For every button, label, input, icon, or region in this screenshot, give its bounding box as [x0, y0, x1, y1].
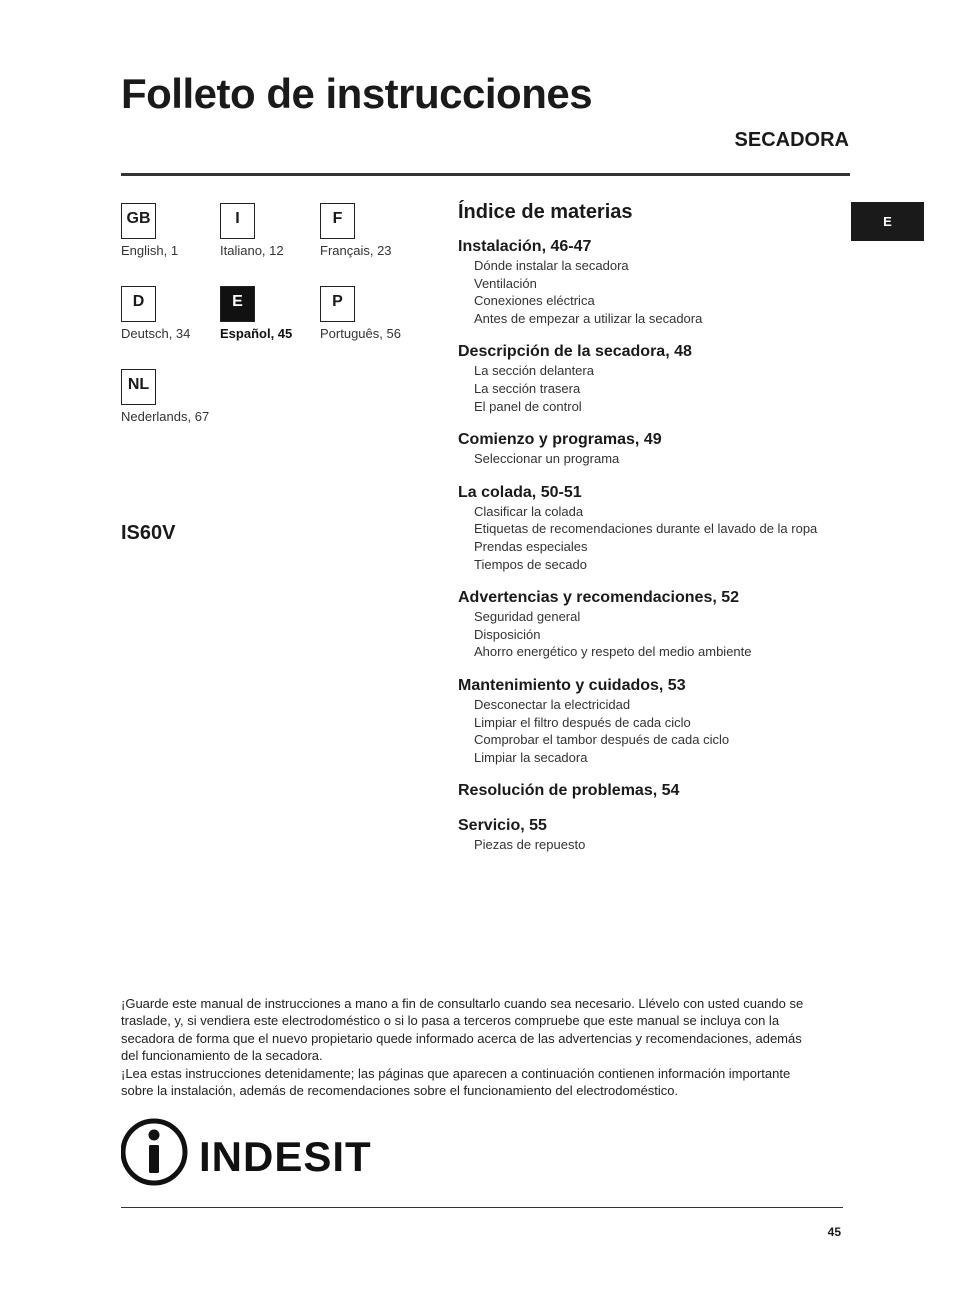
language-side-tab: E	[851, 202, 924, 241]
toc-item: Comprobar el tambor después de cada ciclo	[474, 732, 730, 748]
toc-item-list	[458, 836, 848, 854]
language-label: Deutsch, 34	[121, 326, 191, 341]
language-entry-e	[220, 286, 330, 341]
toc-item: Disposición	[474, 626, 541, 642]
toc-section-title: Mantenimiento y cuidados, 53	[458, 676, 686, 694]
toc-section-description	[458, 342, 848, 415]
toc-item-list	[458, 503, 848, 573]
language-label: Português, 56	[320, 326, 401, 341]
page-title: Folleto de instrucciones	[121, 70, 593, 117]
language-label-active: Español, 45	[220, 326, 293, 341]
language-entry-f	[320, 203, 430, 258]
toc-item: Seguridad general	[474, 609, 581, 625]
toc-item: El panel de control	[474, 398, 582, 414]
language-code-box: F	[320, 203, 355, 239]
language-label: Français, 23	[320, 243, 392, 258]
toc-section-title: Comienzo y programas, 49	[458, 431, 662, 449]
toc-item: Piezas de repuesto	[474, 837, 586, 853]
toc-section-title: Instalación, 46-47	[458, 238, 592, 255]
toc-item: La sección delantera	[474, 363, 594, 379]
toc-item-list	[458, 257, 848, 327]
toc-item-list	[458, 450, 848, 468]
toc-item: Tiempos de secado	[474, 556, 587, 572]
toc-section-service	[458, 816, 848, 854]
toc-item: Limpiar la secadora	[474, 749, 588, 765]
language-code-box: NL	[121, 369, 156, 405]
brand-logo	[121, 1118, 381, 1193]
toc-section-title: Resolución de problemas, 54	[458, 782, 680, 800]
toc-item: Clasificar la colada	[474, 503, 584, 519]
language-code-box: P	[320, 286, 355, 322]
language-entry-gb	[121, 203, 231, 258]
toc-heading: Índice de materias	[458, 201, 633, 223]
toc-item: Etiquetas de recomendaciones durante el lavado de la ropa	[474, 521, 818, 537]
language-code-box-active: E	[220, 286, 255, 322]
header-divider	[121, 173, 850, 176]
toc-item: Seleccionar un programa	[474, 451, 620, 467]
language-label: English, 1	[121, 243, 179, 258]
toc-section-title: La colada, 50-51	[458, 483, 582, 501]
toc-section-programs	[458, 430, 848, 468]
language-entry-i	[220, 203, 330, 258]
toc-item: Antes de empezar a utilizar la secadora	[474, 310, 703, 326]
toc-section-title: Advertencias y recomendaciones, 52	[458, 589, 740, 607]
language-entry-d	[121, 286, 231, 341]
safety-notice	[121, 995, 821, 1099]
toc-item-list	[458, 362, 848, 415]
product-type: SECADORA	[734, 129, 849, 151]
toc-item: Dónde instalar la secadora	[474, 258, 629, 273]
language-code-box: I	[220, 203, 255, 239]
toc-item: Prendas especiales	[474, 538, 588, 554]
toc-item: Desconectar la electricidad	[474, 696, 631, 712]
toc-section-troubleshooting	[458, 781, 848, 801]
toc-item-list	[458, 608, 848, 661]
toc-section-title: Descripción de la secadora, 48	[458, 343, 692, 361]
toc-section-title: Servicio, 55	[458, 817, 547, 835]
brand-name: INDESIT	[199, 1133, 372, 1180]
language-code-box: GB	[121, 203, 156, 239]
toc-section-installation	[458, 237, 848, 327]
toc-item: Ahorro energético y respeto del medio ambiente	[474, 644, 752, 660]
toc-section-warnings	[458, 588, 848, 661]
toc-item: La sección trasera	[474, 380, 581, 396]
toc-section-laundry	[458, 483, 848, 573]
page-number: 45	[827, 1225, 841, 1239]
language-label: Nederlands, 67	[121, 409, 210, 424]
toc-item: Conexiones eléctrica	[474, 293, 595, 309]
toc-section-maintenance	[458, 676, 848, 766]
language-entry-nl	[121, 369, 231, 424]
toc-item: Ventilación	[474, 275, 537, 291]
notice-paragraph: ¡Guarde este manual de instrucciones a mano a fin de consultarlo cuando sea necesario. Llévelo con usted cuando se traslade, y, si vendiera este electrodoméstico o si lo pasa a terceros compruebe que este manual se incluya con la secadora de forma que el nuevo propietario quede informado acerca de las advertencias y recomendaciones, además del funcionamiento de la secadora.	[121, 996, 804, 1064]
notice-paragraph: ¡Lea estas instrucciones detenidamente; las páginas que aparecen a continuación contienen información importante sobre la instalación, además de recomendaciones sobre el funcionamiento del electrodoméstico.	[121, 1065, 791, 1099]
footer-divider	[121, 1207, 843, 1208]
toc-item: Limpiar el filtro después de cada ciclo	[474, 714, 691, 730]
toc-item-list	[458, 696, 848, 766]
language-code-box: D	[121, 286, 156, 322]
language-entry-p	[320, 286, 430, 341]
indesit-logo-icon	[121, 1118, 381, 1188]
table-of-contents	[458, 200, 848, 869]
language-label: Italiano, 12	[220, 243, 284, 258]
model-number: IS60V	[121, 522, 176, 544]
